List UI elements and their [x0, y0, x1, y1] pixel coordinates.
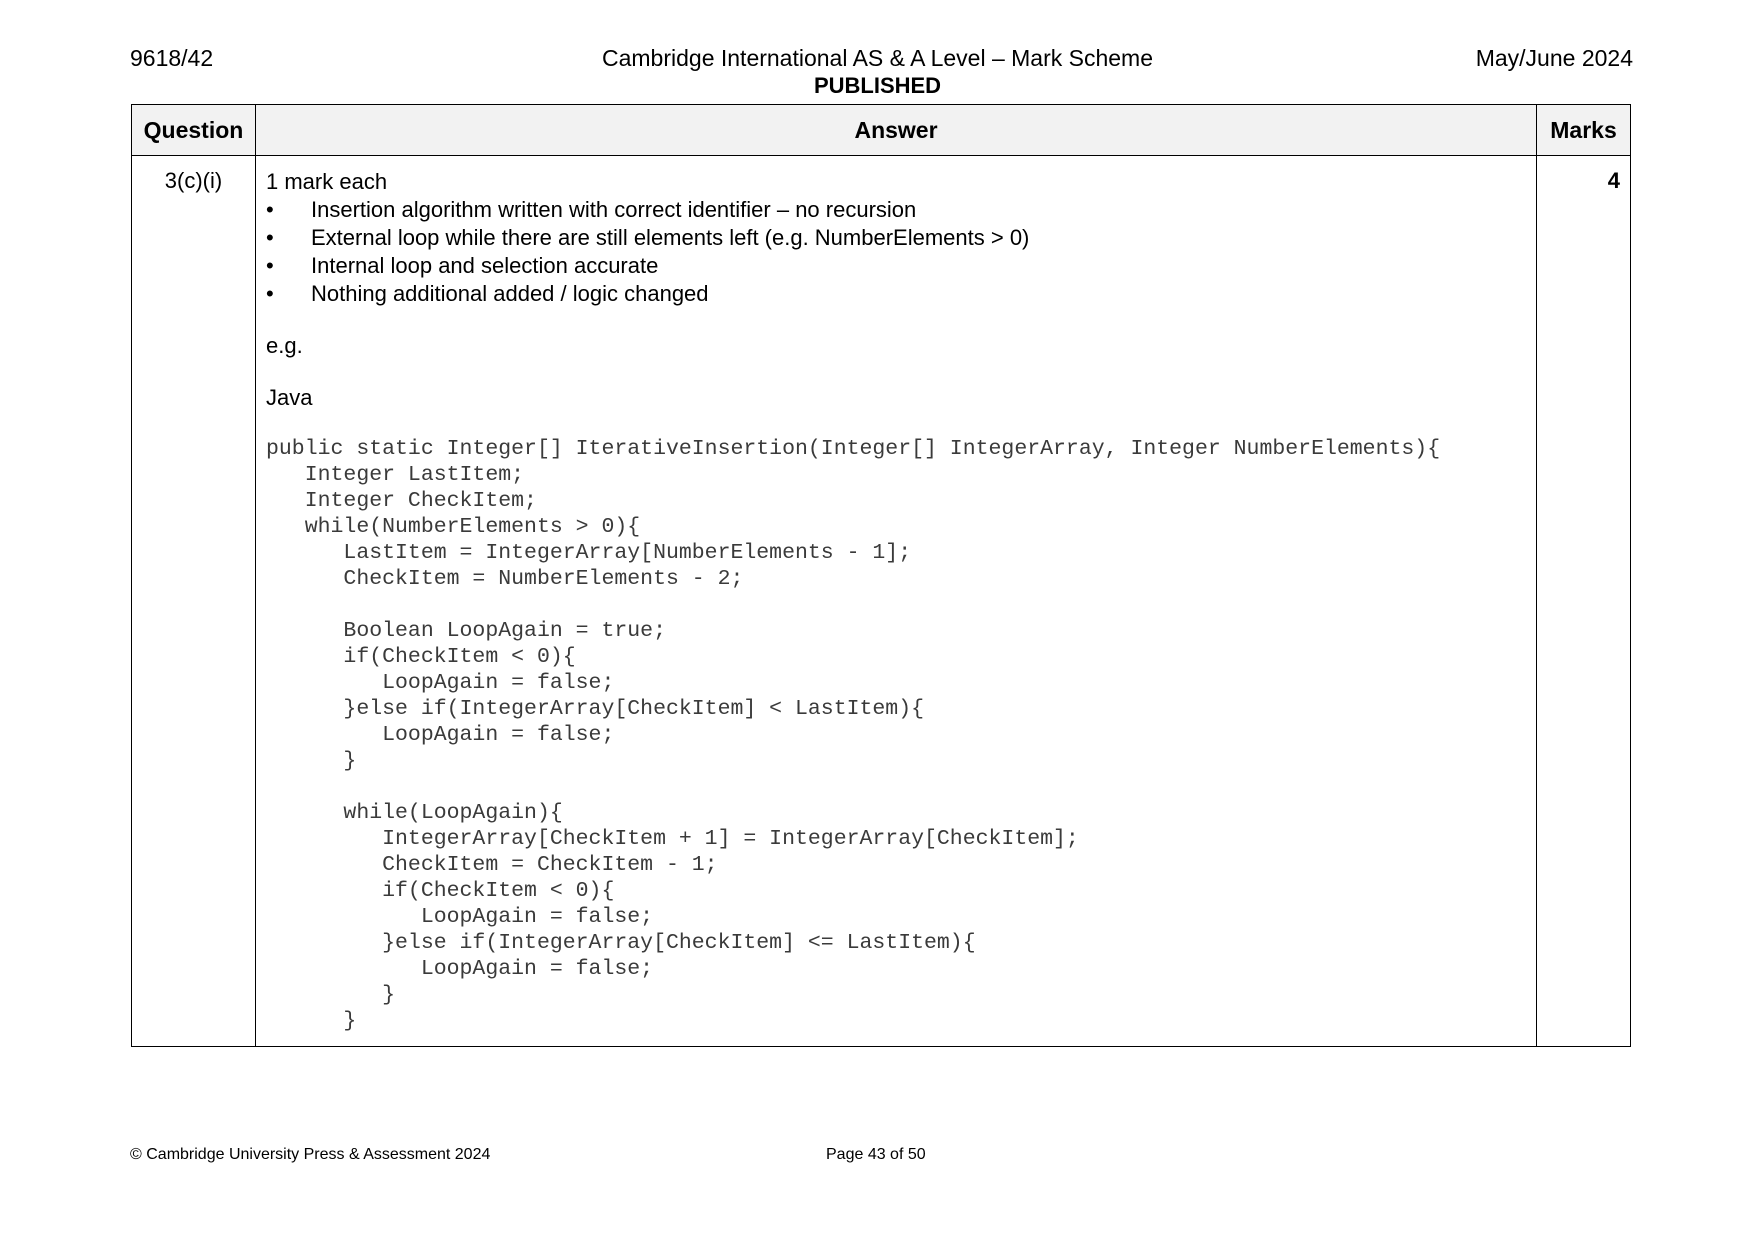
- exam-session: May/June 2024: [1475, 45, 1633, 71]
- mark-scheme-table: [131, 104, 1631, 1047]
- paper-code: 9618/42: [130, 45, 214, 71]
- code-line: public static Integer[] IterativeInsertion(Integer[] IntegerArray, Integer NumberElements){: [266, 437, 1441, 461]
- copyright-footer: © Cambridge University Press & Assessment 2024: [130, 1146, 491, 1163]
- marks-value: 4: [1537, 156, 1631, 1047]
- marking-point: • Nothing additional added / logic changed: [266, 280, 1526, 308]
- example-label: e.g.: [266, 333, 303, 358]
- code-line: }: [266, 749, 357, 773]
- question-column-header: Question: [132, 105, 256, 156]
- code-line: CheckItem = CheckItem - 1;: [266, 853, 718, 877]
- question-number: 3(c)(i): [132, 156, 256, 1047]
- marking-point: • Insertion algorithm written with correct identifier – no recursion: [266, 196, 1526, 224]
- code-block: [266, 436, 1526, 1034]
- code-line: LoopAgain = false;: [266, 671, 615, 695]
- code-line: LastItem = IntegerArray[NumberElements - 1];: [266, 541, 912, 565]
- code-line: if(CheckItem < 0){: [266, 645, 576, 669]
- code-line: Integer LastItem;: [266, 463, 525, 487]
- marks-column-header: Marks: [1537, 105, 1631, 156]
- answer-column-header: Answer: [256, 105, 1537, 156]
- code-line: while(LoopAgain){: [266, 801, 563, 825]
- code-line: }else if(IntegerArray[CheckItem] <= LastItem){: [266, 931, 976, 955]
- language-label: Java: [266, 385, 313, 410]
- mark-allocation-note: 1 mark each: [266, 169, 388, 194]
- code-line: if(CheckItem < 0){: [266, 879, 615, 903]
- marking-point: • Internal loop and selection accurate: [266, 252, 1526, 280]
- table-header-row: [132, 105, 1631, 156]
- page-number: Page 43 of 50: [826, 1146, 926, 1163]
- code-line: while(NumberElements > 0){: [266, 515, 641, 539]
- published-label: PUBLISHED: [813, 73, 942, 98]
- marking-point: • External loop while there are still elements left (e.g. NumberElements > 0): [266, 224, 1526, 252]
- code-line: LoopAgain = false;: [266, 723, 615, 747]
- code-line: }: [266, 1009, 357, 1033]
- code-line: }else if(IntegerArray[CheckItem] < LastItem){: [266, 697, 925, 721]
- code-line: IntegerArray[CheckItem + 1] = IntegerArray[CheckItem];: [266, 827, 1079, 851]
- code-line: LoopAgain = false;: [266, 905, 654, 929]
- code-line: Boolean LoopAgain = true;: [266, 619, 666, 643]
- marking-points-list: [266, 196, 1526, 308]
- code-line: LoopAgain = false;: [266, 957, 654, 981]
- code-line: }: [266, 983, 396, 1007]
- answer-cell: [256, 156, 1537, 1047]
- document-title: Cambridge International AS & A Level – Mark Scheme: [601, 45, 1154, 71]
- table-row: [132, 156, 1631, 1047]
- code-line: Integer CheckItem;: [266, 489, 537, 513]
- code-line: CheckItem = NumberElements - 2;: [266, 567, 744, 591]
